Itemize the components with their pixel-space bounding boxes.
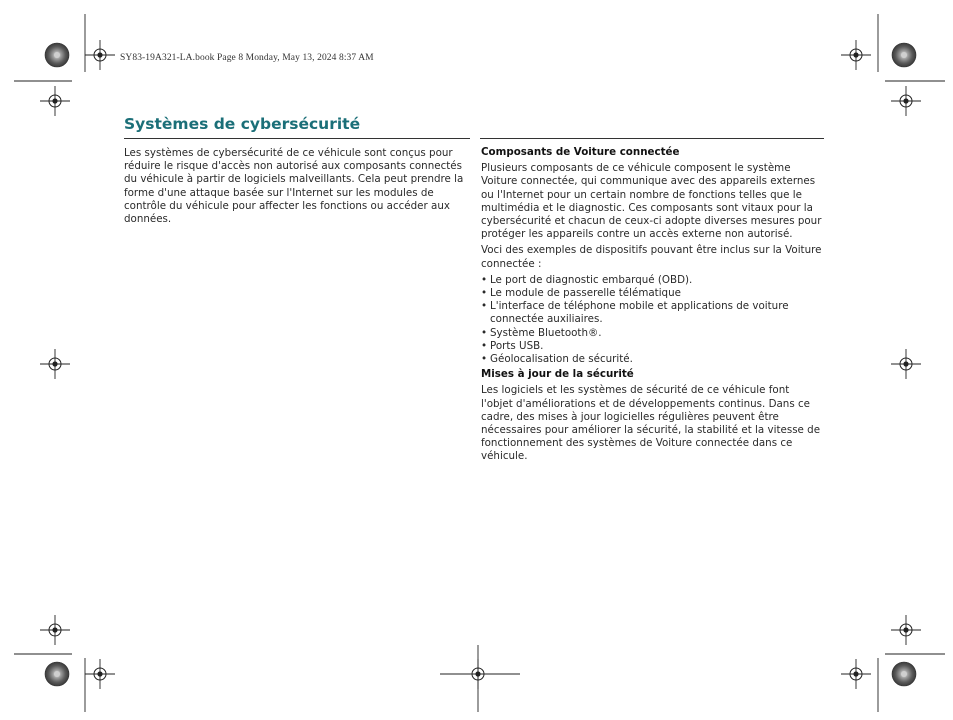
- list-item: [481, 274, 823, 287]
- list-item: [481, 300, 823, 326]
- list-item-text: Système Bluetooth®.: [490, 326, 602, 339]
- registration-target-icon: [891, 615, 921, 645]
- list-item-text: L'interface de téléphone mobile et applications de voiture connectée auxiliaires.: [490, 300, 789, 326]
- device-list: [481, 274, 823, 366]
- registration-target-icon: [40, 615, 70, 645]
- registration-dial-icon: [45, 43, 69, 67]
- registration-dial-icon: [892, 43, 916, 67]
- registration-dial-icon: [892, 662, 916, 686]
- registration-target-icon: [841, 40, 871, 70]
- registration-target-icon: [841, 659, 871, 689]
- section-heading: Composants de Voiture connectée: [481, 146, 680, 158]
- list-item: [481, 327, 823, 340]
- column-rule: [480, 138, 824, 139]
- list-item-text: Géolocalisation de sécurité.: [490, 353, 633, 366]
- list-item-text: Ports USB.: [490, 339, 544, 352]
- registration-dial-icon: [45, 662, 69, 686]
- registration-target-icon: [85, 40, 115, 70]
- print-slug: SY83-19A321-LA.book Page 8 Monday, May 13, 2024 8:37 AM: [120, 53, 374, 63]
- intro-paragraph: Les systèmes de cybersécurité de ce véhicule sont conçus pour réduire le risque d'accès non autorisé aux composants connectés du véhicule à partir de logiciels malveillants. Cela peut prendre la forme d'une attaque basée sur l'Internet sur les modules de contrôle du véhicule pour affecter les fonctions ou accéder aux données.: [124, 147, 464, 226]
- bullet: •: [481, 339, 488, 352]
- registration-target-icon: [85, 659, 115, 689]
- list-item: [481, 353, 823, 366]
- bullet: •: [481, 300, 488, 313]
- bullet: •: [481, 287, 488, 300]
- body-paragraph: Voci des exemples de dispositifs pouvant être inclus sur la Voiture connectée :: [481, 244, 822, 270]
- page-title: Systèmes de cybersécurité: [124, 115, 361, 133]
- body-paragraph: Plusieurs composants de ce véhicule composent le système Voiture connectée, qui communique avec des appareils externes ou l'Internet pour un certain nombre de fonctions telles que le multimédia et le diagnostic. Ces composants sont vitaux pour la cybersécurité et chacun de ceux-ci adopte diverses mesures pour protéger les appareils contre un accès externe non autorisé.: [481, 162, 822, 241]
- registration-target-icon: [40, 349, 70, 379]
- bullet: •: [481, 273, 488, 286]
- list-item-text: Le port de diagnostic embarqué (OBD).: [490, 273, 693, 286]
- bullet: •: [481, 326, 488, 339]
- left-column: [124, 147, 464, 229]
- title-rule: [124, 138, 470, 139]
- list-item: [481, 340, 823, 353]
- right-column: [481, 146, 823, 467]
- bullet: •: [481, 353, 488, 366]
- registration-target-icon: [40, 86, 70, 116]
- registration-target-icon: [891, 349, 921, 379]
- list-item-text: Le module de passerelle télématique: [490, 287, 681, 300]
- list-item: [481, 287, 823, 300]
- registration-target-icon: [891, 86, 921, 116]
- section-heading: Mises à jour de la sécurité: [481, 368, 634, 381]
- body-paragraph: Les logiciels et les systèmes de sécurité de ce véhicule font l'objet d'améliorations et de développements continus. Dans ce cadre, des mises à jour logicielles régulières peuvent être nécessaires pour améliorer la sécurité, la stabilité et la vitesse de fonctionnement des systèmes de Voiture connectée dans ce véhicule.: [481, 384, 821, 463]
